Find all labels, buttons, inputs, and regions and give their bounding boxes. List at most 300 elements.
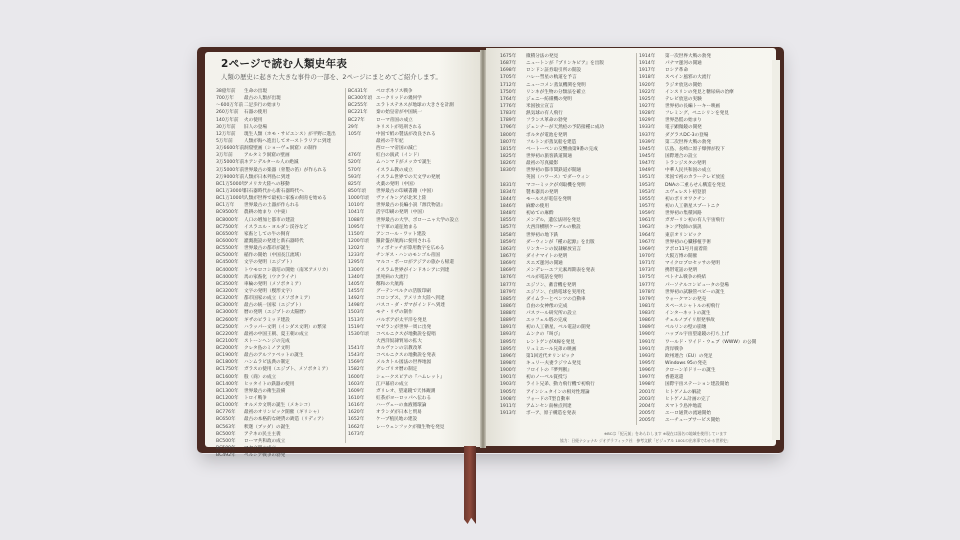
entry-event: ケープ植民地の建設 bbox=[376, 417, 418, 423]
timeline-entry bbox=[639, 60, 777, 67]
timeline-entry bbox=[500, 103, 634, 110]
entry-year: 105年 bbox=[348, 131, 362, 137]
entry-event: 西ローマ帝国の滅亡 bbox=[376, 146, 418, 152]
entry-event: オランダが日本と貿易 bbox=[376, 410, 422, 416]
timeline-entry bbox=[348, 274, 466, 281]
right-page bbox=[486, 48, 776, 446]
timeline-entry bbox=[500, 89, 634, 96]
entry-event: パーソナルコンピュータの登場 bbox=[665, 282, 729, 288]
entry-year: BC3200年 bbox=[216, 288, 239, 294]
entry-event: ベトナム戦争の終結 bbox=[665, 275, 707, 281]
entry-year: 1920年 bbox=[639, 82, 656, 88]
entry-year: 1295年 bbox=[348, 260, 365, 266]
entry-year: 1961年 bbox=[639, 218, 656, 224]
timeline-entry bbox=[500, 360, 634, 367]
entry-event: メルカトル図法の世界地図 bbox=[376, 360, 432, 366]
entry-year: 30万年前 bbox=[216, 124, 236, 130]
entry-event: ユークリッドの幾何学 bbox=[376, 96, 422, 102]
timeline-entry bbox=[500, 153, 634, 160]
entry-event: アポロ11号月面着陸 bbox=[665, 246, 708, 252]
entry-year: 1888年 bbox=[500, 311, 517, 317]
entry-year: 1953年 bbox=[639, 182, 656, 188]
entry-event: イスラエル・ヨルダン渓谷など bbox=[244, 224, 309, 230]
timeline-entry bbox=[500, 117, 634, 124]
entry-event: バルボアが太平洋を発見 bbox=[376, 317, 427, 323]
timeline-entry bbox=[639, 417, 777, 424]
timeline-entry bbox=[639, 403, 777, 410]
timeline-entry bbox=[639, 110, 777, 117]
entry-year: 1978年 bbox=[639, 289, 656, 295]
entry-event: 人類が世界で最初に家畜の飼育を始める bbox=[244, 196, 327, 202]
entry-year: 1834年 bbox=[500, 189, 517, 195]
entry-year: BC3200年 bbox=[216, 296, 239, 302]
timeline-entry bbox=[639, 182, 777, 189]
entry-year: 1609年 bbox=[348, 388, 365, 394]
entry-event: 灌漑施設の発達と新石器時代 bbox=[244, 238, 304, 244]
timeline-entry bbox=[216, 245, 332, 252]
timeline-entry bbox=[639, 96, 777, 103]
timeline-column-left-2 bbox=[348, 88, 466, 438]
entry-year: 1569年 bbox=[348, 360, 365, 366]
entry-year: 1891年 bbox=[500, 325, 517, 331]
entry-year: 1800年 bbox=[500, 132, 517, 138]
entry-year: 1543年 bbox=[348, 353, 365, 359]
timeline-entry bbox=[639, 353, 777, 360]
entry-year: 1955年 bbox=[639, 196, 656, 202]
entry-event: 第1回近代オリンピック bbox=[526, 353, 575, 359]
entry-event: 農耕の始まり（中東） bbox=[244, 210, 290, 216]
entry-event: ヒッタイトの鉄器の使用 bbox=[244, 381, 295, 387]
entry-event: テレビ放送の実験 bbox=[665, 96, 702, 102]
timeline-entry bbox=[348, 124, 466, 131]
entry-event: ジェニー紡績機の発明 bbox=[526, 96, 572, 102]
entry-event: 十字軍の遠征始まる bbox=[376, 224, 418, 230]
left-page bbox=[205, 52, 480, 459]
timeline-entry bbox=[348, 224, 466, 231]
timeline-entry bbox=[500, 296, 634, 303]
timeline-entry bbox=[500, 146, 634, 153]
entry-year: 1947年 bbox=[639, 161, 656, 167]
timeline-entry bbox=[348, 245, 466, 252]
timeline-entry bbox=[216, 109, 332, 116]
timeline-entry bbox=[216, 138, 332, 145]
entry-event: 旧石器時代から新石器時代へ bbox=[244, 188, 304, 194]
timeline-entry bbox=[348, 288, 466, 295]
timeline-entry bbox=[348, 188, 466, 195]
entry-event: マヤ文明の成立 bbox=[244, 446, 277, 452]
timeline-entry bbox=[216, 331, 332, 338]
entry-event: ガガーリン初の有人宇宙飛行 bbox=[665, 218, 725, 224]
timeline-entry bbox=[348, 402, 466, 409]
entry-event: 洞窟壁画（ショーヴェ洞窟）の制作 bbox=[244, 146, 318, 152]
entry-year: BC776年 bbox=[216, 410, 236, 416]
entry-year: 2005年 bbox=[639, 418, 656, 424]
entry-event: ロシア革命 bbox=[665, 68, 688, 74]
timeline-entry bbox=[639, 74, 777, 81]
entry-event: 文字の発明（楔形文字） bbox=[244, 288, 295, 294]
entry-event: リュミエール兄弟の映画 bbox=[526, 346, 577, 352]
timeline-entry bbox=[500, 224, 634, 231]
entry-year: BC563年 bbox=[216, 424, 236, 430]
entry-event: イスラム教の成立 bbox=[376, 167, 413, 173]
timeline-entry bbox=[639, 153, 777, 160]
entry-event: ボーア、原子構造を発表 bbox=[526, 411, 576, 417]
timeline-entry bbox=[639, 346, 777, 353]
timeline-entry bbox=[216, 159, 332, 166]
entry-event: DNAの二重らせん構造を発見 bbox=[665, 182, 726, 188]
entry-event: アメリカ大陸への移動 bbox=[244, 181, 290, 187]
entry-year: 1901年 bbox=[500, 375, 517, 381]
timeline-entry bbox=[216, 174, 332, 181]
timeline-entry bbox=[500, 196, 634, 203]
timeline-entry bbox=[348, 338, 466, 345]
entry-year: 1830年 bbox=[500, 168, 517, 174]
timeline-entry bbox=[500, 96, 634, 103]
entry-event: 紅茶がヨーロッパへ伝わる bbox=[376, 396, 432, 402]
entry-year: BC2500年 bbox=[216, 324, 239, 330]
timeline-entry bbox=[216, 195, 332, 202]
timeline-entry bbox=[639, 217, 777, 224]
entry-year: 1662年 bbox=[348, 424, 365, 430]
timeline-entry bbox=[348, 159, 466, 166]
entry-year: BC27年 bbox=[348, 117, 365, 123]
entry-year: 1928年 bbox=[639, 111, 656, 117]
entry-event: 人類が日本列島に到達 bbox=[244, 174, 290, 180]
entry-year: BC2000年 bbox=[216, 346, 239, 352]
entry-year: 1996年 bbox=[639, 368, 656, 374]
entry-year: 1913年 bbox=[500, 411, 517, 417]
entry-year: 1905年 bbox=[500, 389, 517, 395]
entry-event: 世界恐慌の始まり bbox=[665, 118, 702, 124]
entry-event: エラトステネスが地球の大きさを計測 bbox=[376, 103, 454, 109]
timeline-entry bbox=[500, 182, 634, 189]
entry-event: 湾岸戦争 bbox=[665, 346, 684, 352]
entry-year: 1858年 bbox=[500, 232, 517, 238]
timeline-entry bbox=[216, 281, 332, 288]
timeline-entry bbox=[639, 103, 777, 110]
entry-year: 1922年 bbox=[639, 89, 656, 95]
timeline-entry bbox=[500, 403, 634, 410]
entry-event: 文字の発明（エジプト） bbox=[244, 260, 295, 266]
entry-year: 1979年 bbox=[639, 296, 656, 302]
entry-year: 1929年 bbox=[639, 118, 656, 124]
entry-year: BC500年 bbox=[216, 431, 236, 437]
entry-year: 12万年前 bbox=[216, 131, 236, 137]
entry-year: BC1万3000年 bbox=[216, 188, 247, 194]
entry-event: 携帯電話の発明 bbox=[665, 268, 698, 274]
entry-event: ニューコメン蒸気機関を発明 bbox=[526, 82, 586, 88]
entry-event: 活字印刷の発明（中国） bbox=[376, 210, 427, 216]
entry-event: 暦の発明（エジプトの太陽暦） bbox=[244, 310, 309, 316]
entry-event: 生命の出現 bbox=[244, 89, 267, 94]
timeline-entry bbox=[216, 152, 332, 159]
entry-event: 初めての麻酔 bbox=[526, 211, 554, 217]
timeline-entry bbox=[639, 124, 777, 131]
entry-year: 3万5000年前 bbox=[216, 167, 245, 173]
entry-event: 稲作の開始（中国長江流域） bbox=[244, 253, 304, 259]
entry-event: トウモロコシ栽培の開始（南米アメリカ） bbox=[244, 267, 331, 273]
entry-event: 最初のオリンピック開催（ギリシャ） bbox=[244, 410, 322, 416]
entry-year: 570年 bbox=[348, 167, 362, 173]
timeline-entry bbox=[500, 367, 634, 374]
entry-event: シェークスピアの『ハムレット』 bbox=[376, 374, 445, 380]
entry-year: 1519年 bbox=[348, 324, 365, 330]
entry-year: BC300年頃 bbox=[348, 96, 373, 102]
timeline-entry bbox=[216, 402, 332, 409]
entry-year: 1530年頃 bbox=[348, 331, 369, 337]
timeline-entry bbox=[216, 388, 332, 395]
entry-event: パスツール研究所の設立 bbox=[526, 311, 577, 317]
timeline-entry bbox=[500, 253, 634, 260]
entry-year: BC5000年 bbox=[216, 253, 239, 259]
entry-event: ヒトゲノム計画の完了 bbox=[665, 396, 711, 402]
timeline-entry bbox=[639, 139, 777, 146]
entry-year: BC1万年 bbox=[216, 203, 235, 209]
credit-line: 協力：日経ナショナル ジオグラフィック社 参考文献「ビジュアル 1001の出来事でわかる世界史」 bbox=[560, 438, 731, 443]
timeline-entry bbox=[348, 431, 466, 438]
entry-event: ヴァイキングが北米上陸 bbox=[376, 196, 427, 202]
timeline-entry bbox=[348, 381, 466, 388]
timeline-entry bbox=[500, 339, 634, 346]
timeline-entry bbox=[216, 188, 332, 195]
entry-event: Windows 95の発売 bbox=[665, 361, 707, 367]
ribbon-bookmark bbox=[464, 446, 476, 524]
entry-year: 1957年 bbox=[639, 203, 656, 209]
timeline-entry bbox=[639, 189, 777, 196]
timeline-entry bbox=[348, 374, 466, 381]
entry-year: 1687年 bbox=[500, 61, 517, 67]
entry-year: 3万5000年前 bbox=[216, 160, 245, 166]
entry-year: 1698年 bbox=[500, 68, 517, 74]
timeline-entry bbox=[500, 139, 634, 146]
entry-year: 1975年 bbox=[639, 275, 656, 281]
entry-event: ヒトゲノムの解読 bbox=[665, 389, 702, 395]
column-divider bbox=[345, 88, 346, 443]
page-title: 2ページで読む人類史年表 bbox=[221, 58, 348, 70]
entry-year: 1603年 bbox=[348, 381, 365, 387]
timeline-entry bbox=[500, 53, 634, 60]
entry-event: ローマ共和政の成立 bbox=[244, 438, 286, 444]
entry-year: BC650年 bbox=[216, 417, 236, 423]
timeline-entry bbox=[639, 331, 777, 338]
entry-year bbox=[348, 338, 376, 345]
entry-event: メンデレーエフ元素周期表を発表 bbox=[526, 268, 595, 274]
entry-event: チェルノブイリ原発事故 bbox=[665, 318, 715, 324]
timeline-entry bbox=[500, 110, 634, 117]
entry-year: 38億年前 bbox=[216, 89, 236, 94]
entry-event: ギザのピラミッド建設 bbox=[244, 317, 290, 323]
timeline-entry bbox=[500, 189, 634, 196]
entry-event: 最初の写真撮影 bbox=[526, 161, 559, 167]
timeline-entry bbox=[348, 295, 466, 302]
entry-event: アテネの民主主義 bbox=[244, 431, 281, 437]
entry-event: マコーミックが刈取機を発明 bbox=[526, 182, 586, 188]
timeline-entry bbox=[216, 167, 332, 174]
entry-year: 1869年 bbox=[500, 268, 517, 274]
entry-event: マゼランが世界一周に出発 bbox=[376, 324, 432, 330]
entry-event: 第一次世界大戦の勃発 bbox=[665, 54, 711, 59]
entry-year: 593年 bbox=[348, 174, 362, 180]
timeline-entry bbox=[348, 95, 466, 102]
entry-event: ガリレオ、望遠鏡で天体観測 bbox=[376, 388, 436, 394]
timeline-entry bbox=[639, 303, 777, 310]
entry-event: スペースシャトルの初飛行 bbox=[665, 303, 720, 309]
entry-event: 世界最古の大学、ボローニャ大学の設立 bbox=[376, 217, 459, 223]
entry-year: 1000年頃 bbox=[348, 196, 369, 202]
timeline-entry bbox=[500, 289, 634, 296]
timeline-entry bbox=[500, 317, 634, 324]
timeline-entry bbox=[348, 174, 466, 181]
entry-year: 1895年 bbox=[500, 346, 517, 352]
entry-event: インターネットの誕生 bbox=[665, 311, 711, 317]
entry-event: 世界初の旅客鉄道開通 bbox=[526, 153, 572, 159]
timeline-entry bbox=[348, 131, 466, 138]
entry-year: 1997年 bbox=[639, 375, 656, 381]
entry-year: 1937年 bbox=[639, 132, 656, 138]
entry-event: 車輪の発明（メソポタミア） bbox=[244, 281, 304, 287]
entry-event: グレゴリオ暦の制定 bbox=[376, 367, 418, 373]
timeline-entry bbox=[348, 117, 466, 124]
entry-event: 世界初の集積回路 bbox=[665, 211, 702, 217]
entry-event: ロンドン証券取引所の開設 bbox=[526, 68, 582, 74]
timeline-entry bbox=[216, 288, 332, 295]
timeline-entry bbox=[216, 102, 332, 109]
timeline-entry bbox=[216, 324, 332, 331]
entry-year: 1844年 bbox=[500, 196, 517, 202]
timeline-entry bbox=[216, 302, 332, 309]
entry-event: ベルが電話を発明 bbox=[526, 275, 563, 281]
timeline-entry bbox=[639, 253, 777, 260]
entry-event: ジェンナーが天然痘の予防接種に成功 bbox=[526, 125, 605, 131]
timeline-entry bbox=[500, 160, 634, 167]
entry-event: ハーヴェーの血液循環論 bbox=[376, 403, 427, 409]
entry-year: 1981年 bbox=[639, 303, 656, 309]
timeline-entry bbox=[639, 239, 777, 246]
entry-event: 東京オリンピック bbox=[665, 232, 702, 238]
entry-event: クレタ島のミノア文明 bbox=[244, 346, 290, 352]
entry-year: 1783年 bbox=[500, 111, 517, 117]
timeline-entry bbox=[639, 367, 777, 374]
timeline-column-right-2 bbox=[639, 53, 777, 424]
entry-event: キュリー夫妻ラジウム発見 bbox=[526, 361, 582, 367]
entry-year: 1895年 bbox=[500, 339, 517, 345]
entry-year: 1300年 bbox=[348, 267, 365, 273]
timeline-entry bbox=[639, 146, 777, 153]
entry-event: 世界最古の印刷書籍（中国） bbox=[376, 188, 436, 194]
entry-event: ワールド・ワイド・ウェブ（WWW）の公開 bbox=[665, 339, 757, 345]
timeline-entry bbox=[639, 339, 777, 346]
entry-year: 1964年 bbox=[639, 232, 656, 238]
entry-event: イスラム世界がインドネシアに到達 bbox=[376, 267, 450, 273]
timeline-entry bbox=[216, 231, 332, 238]
timeline-entry bbox=[216, 366, 332, 373]
timeline-entry bbox=[639, 117, 777, 124]
entry-event: スエズ運河の開通 bbox=[526, 261, 563, 267]
timeline-entry bbox=[216, 431, 332, 438]
entry-year: 1652年 bbox=[348, 417, 365, 423]
entry-year: 1959年 bbox=[639, 211, 656, 217]
timeline-entry bbox=[216, 131, 336, 138]
timeline-entry bbox=[500, 324, 634, 331]
timeline-entry bbox=[216, 88, 332, 95]
entry-year: 1826年 bbox=[500, 161, 517, 167]
timeline-entry bbox=[216, 445, 332, 452]
entry-year: 1896年 bbox=[500, 353, 517, 359]
entry-year: BC5500年 bbox=[216, 246, 239, 252]
entry-event: 鄭和の大航海 bbox=[376, 281, 404, 287]
entry-event: 現生人類（ホモ・サピエンス）が平野に進出 bbox=[244, 131, 336, 137]
timeline-entry bbox=[216, 352, 332, 359]
entry-event: 電子顕微鏡の開発 bbox=[665, 125, 702, 131]
entry-year: 1900年 bbox=[500, 368, 517, 374]
timeline-entry bbox=[348, 416, 466, 423]
timeline-entry bbox=[639, 196, 777, 203]
entry-year: 1616年 bbox=[348, 403, 365, 409]
entry-event: 米国独立宣言 bbox=[526, 103, 554, 109]
timeline-entry bbox=[639, 232, 777, 239]
entry-event: ベルリンの壁の崩壊 bbox=[665, 325, 707, 331]
timeline-entry bbox=[500, 60, 634, 67]
timeline-entry bbox=[639, 396, 777, 403]
timeline-entry bbox=[348, 324, 466, 331]
entry-year: 1991年 bbox=[639, 339, 656, 345]
entry-event: 最初の千年紀 bbox=[376, 138, 404, 144]
entry-event: ストーンヘンジの完成 bbox=[244, 338, 290, 344]
timeline-entry bbox=[216, 95, 332, 102]
entry-year: 1600年 bbox=[348, 374, 365, 380]
timeline-entry bbox=[500, 381, 634, 388]
timeline-entry bbox=[639, 53, 777, 60]
entry-year: 1846年 bbox=[500, 203, 517, 209]
entry-event: 火の使用 bbox=[244, 117, 263, 123]
entry-event: 大西洋奴隷貿易の拡大 bbox=[376, 338, 422, 344]
timeline-entry bbox=[500, 282, 634, 289]
timeline-entry bbox=[639, 203, 777, 210]
footnote: ※BCは「紀元前」をあらわします ※現在は国名の地域を使用しています bbox=[604, 431, 727, 436]
entry-event: 微積分法の発見 bbox=[526, 54, 559, 59]
timeline-entry bbox=[639, 132, 777, 139]
timeline-entry bbox=[216, 259, 332, 266]
entry-event: エジソン、蓄音機を発明 bbox=[526, 282, 577, 288]
entry-year: 1877年 bbox=[500, 282, 517, 288]
entry-event: エッフェル塔の完成 bbox=[526, 318, 568, 324]
entry-year: BC1800年 bbox=[216, 360, 239, 366]
timeline-entry bbox=[348, 252, 466, 259]
entry-event: ペルシア戦争の勃発 bbox=[244, 453, 286, 459]
entry-year: 1233年 bbox=[348, 253, 365, 259]
entry-event: ハッブル宇宙望遠鏡の打ち上げ bbox=[665, 332, 730, 338]
entry-year: 1973年 bbox=[639, 268, 656, 274]
entry-event: ベートーベンの交響曲第9番の完成 bbox=[526, 146, 598, 152]
timeline-entry bbox=[639, 67, 777, 74]
entry-year bbox=[348, 145, 376, 152]
timeline-entry bbox=[639, 246, 777, 253]
entry-year: 1010年 bbox=[348, 203, 365, 209]
entry-year: 1986年 bbox=[639, 318, 656, 324]
entry-event: レーウェンフックが微生物を発見 bbox=[376, 424, 445, 430]
timeline-entry bbox=[639, 82, 777, 89]
entry-year: 1989年 bbox=[639, 325, 656, 331]
entry-year: BC1750年 bbox=[216, 367, 239, 373]
entry-year: 1991年 bbox=[639, 346, 656, 352]
entry-event: ラジオ放送の開始 bbox=[665, 82, 702, 88]
entry-year: 476年 bbox=[348, 153, 362, 159]
timeline-entry bbox=[500, 267, 634, 274]
entry-year: BC500年 bbox=[216, 438, 236, 444]
entry-event: グーテンベルクの活版印刷 bbox=[376, 288, 431, 294]
timeline-entry bbox=[348, 88, 466, 95]
timeline-entry bbox=[639, 267, 777, 274]
